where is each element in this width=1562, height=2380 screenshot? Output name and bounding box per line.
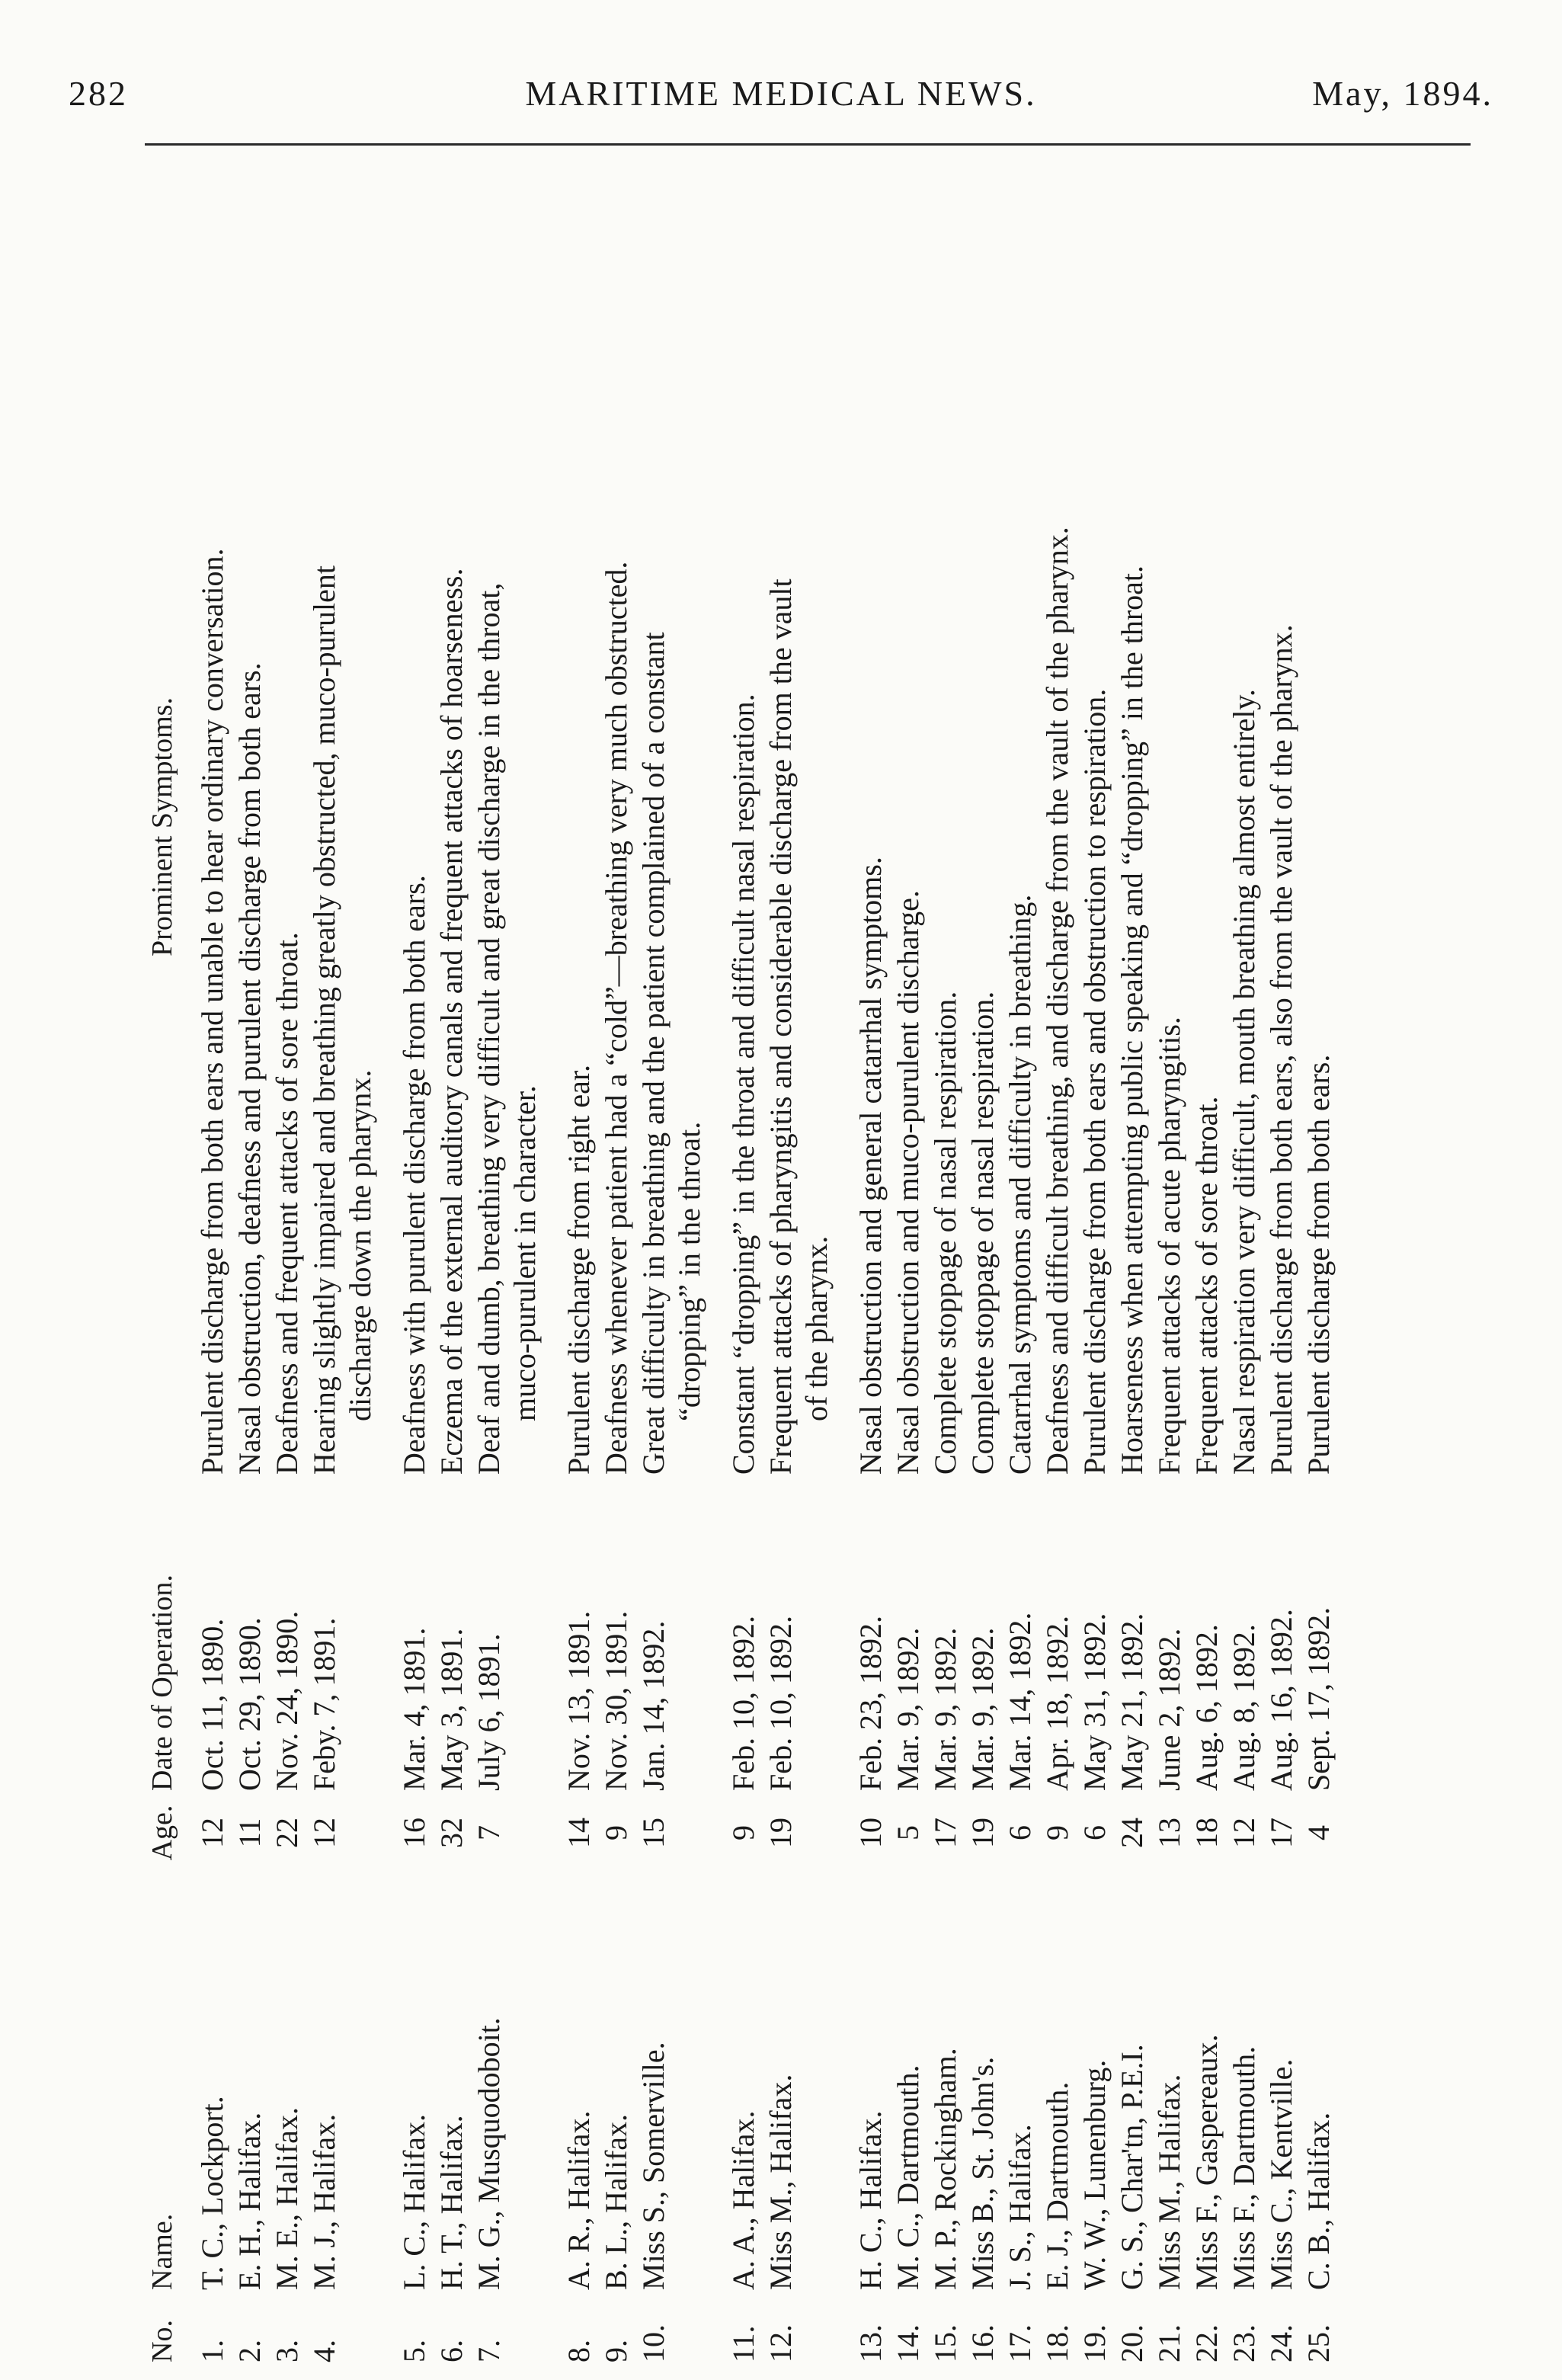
- header-name: Name.: [146, 2213, 178, 2290]
- symptom-line: Eczema of the external auditory canals and frequent attacks of hoarseness.: [434, 568, 469, 1475]
- case-number: 2.: [232, 2340, 267, 2362]
- patient-name: Miss F., Gaspereaux.: [1189, 2034, 1224, 2290]
- symptom-line: muco-purulent in character.: [507, 1085, 542, 1421]
- symptom-line: Constant “dropping” in the throat and difficult nasal respiration.: [726, 693, 760, 1475]
- case-number: 12.: [763, 2324, 798, 2362]
- patient-name: E. J., Dartmouth.: [1040, 2081, 1074, 2290]
- symptoms: [1039, 179, 1075, 1475]
- case-number: 6.: [434, 2340, 469, 2362]
- patient-name: A. A., Halifax.: [726, 2110, 760, 2290]
- patient-age: 14: [562, 1818, 596, 1848]
- symptom-line: Hoarseness when attempting public speaking and “dropping” in the throat.: [1115, 565, 1149, 1475]
- patient-age: 7: [472, 1825, 506, 1840]
- patient-age: 17: [928, 1818, 962, 1848]
- operation-date: Mar. 14, 1892.: [1003, 1612, 1037, 1791]
- patient-name: M. C., Dartmouth.: [891, 2064, 925, 2290]
- symptom-line: Deafness whenever patient had a “cold”—breathing very much obstructed.: [599, 561, 633, 1475]
- patient-name: H. C., Halifax.: [853, 2110, 888, 2290]
- case-number: 3.: [270, 2340, 304, 2362]
- header-age: Age.: [146, 1805, 178, 1861]
- patient-age: 12: [195, 1818, 229, 1848]
- operation-date: Feb. 23, 1892.: [853, 1616, 888, 1791]
- symptom-line: Nasal obstruction and general catarrhal symptoms.: [853, 857, 888, 1475]
- symptoms: [890, 179, 926, 1475]
- operation-date: Mar. 4, 1891.: [397, 1627, 431, 1791]
- patient-age: 18: [1189, 1818, 1224, 1848]
- case-number: 5.: [397, 2340, 431, 2362]
- symptom-line: Hearing slightly impaired and breathing greatly obstructed, muco-purulent: [307, 565, 341, 1475]
- symptom-line: Catarrhal symptoms and difficulty in breathing.: [1003, 894, 1037, 1475]
- patient-name: Miss M., Halifax.: [763, 2074, 798, 2290]
- case-number: 11.: [726, 2325, 760, 2362]
- symptoms: [635, 179, 707, 1475]
- operation-date: Aug. 8, 1892.: [1227, 1624, 1261, 1791]
- operation-date: Mar. 9, 1892.: [965, 1627, 1000, 1791]
- patient-age: 11: [232, 1818, 267, 1848]
- operation-date: Mar. 9, 1892.: [891, 1627, 925, 1791]
- patient-age: 19: [763, 1818, 798, 1848]
- patient-name: Miss C., Kentville.: [1264, 2058, 1298, 2290]
- case-number: 16.: [965, 2324, 1000, 2362]
- case-number: 19.: [1077, 2324, 1112, 2362]
- symptoms: [232, 179, 267, 1475]
- case-number: 22.: [1189, 2324, 1224, 2362]
- symptoms: [194, 179, 230, 1475]
- symptom-line: Deafness with purulent discharge from both ears.: [397, 875, 431, 1475]
- page-number: 282: [69, 74, 128, 113]
- symptom-line: Deafness and difficult breathing, and discharge from the vault of the pharynx.: [1040, 527, 1074, 1475]
- symptoms: [1114, 179, 1150, 1475]
- patient-name: A. R., Halifax.: [562, 2110, 596, 2290]
- patient-name: H. T., Halifax.: [434, 2115, 469, 2290]
- operation-date: Feb. 10, 1892.: [763, 1616, 798, 1791]
- case-number: 8.: [562, 2340, 596, 2362]
- symptoms: [725, 179, 761, 1475]
- operation-date: Jan. 14, 1892.: [636, 1620, 671, 1791]
- patient-age: 22: [270, 1818, 304, 1848]
- symptom-line: Purulent discharge from both ears and unable to hear ordinary conversation.: [195, 548, 229, 1475]
- patient-age: 10: [853, 1818, 888, 1848]
- case-number: 24.: [1264, 2324, 1298, 2362]
- journal-title: MARITIME MEDICAL NEWS.: [525, 74, 1037, 113]
- case-number: 21.: [1152, 2324, 1186, 2362]
- symptom-line: Frequent attacks of acute pharyngitis.: [1152, 1017, 1186, 1475]
- symptoms: [763, 179, 834, 1475]
- symptoms: [598, 179, 634, 1475]
- case-number: 18.: [1040, 2324, 1074, 2362]
- symptoms: [1226, 179, 1262, 1475]
- symptoms: [1077, 179, 1112, 1475]
- operation-date: Nov. 13, 1891.: [562, 1610, 596, 1791]
- operation-date: Oct. 29, 1890.: [232, 1617, 267, 1791]
- case-number: 1.: [195, 2340, 229, 2362]
- symptom-line: Purulent discharge from both ears and obstruction to respiration.: [1077, 688, 1112, 1475]
- patient-name: T. C., Lockport.: [195, 2096, 229, 2290]
- operation-date: Aug. 16, 1892.: [1264, 1609, 1298, 1791]
- patient-age: 15: [636, 1818, 671, 1848]
- patient-name: C. B., Halifax.: [1301, 2112, 1336, 2290]
- symptoms: [1189, 179, 1224, 1475]
- patient-name: M. E., Halifax.: [270, 2107, 304, 2290]
- symptoms: [1263, 179, 1299, 1475]
- operation-date: Nov. 30, 1891.: [599, 1610, 633, 1791]
- operation-date: May 31, 1892.: [1077, 1613, 1112, 1791]
- symptom-line: Frequent attacks of sore throat.: [1189, 1096, 1224, 1475]
- symptoms: [965, 179, 1000, 1475]
- case-number: 9.: [599, 2340, 633, 2362]
- case-table: [145, 168, 1501, 2362]
- symptoms: [471, 179, 543, 1475]
- symptom-line: Purulent discharge from both ears.: [1301, 1054, 1336, 1475]
- symptom-line: Nasal obstruction, deafness and purulent discharge from both ears.: [232, 662, 267, 1475]
- issue-date: May, 1894.: [1312, 74, 1493, 113]
- patient-age: 19: [965, 1818, 1000, 1848]
- patient-name: B. L., Halifax.: [599, 2113, 633, 2290]
- patient-name: Miss M., Halifax.: [1152, 2074, 1186, 2290]
- operation-date: Feb. 10, 1892.: [726, 1616, 760, 1791]
- symptom-line: Deafness and frequent attacks of sore throat.: [270, 932, 304, 1475]
- operation-date: Mar. 9, 1892.: [928, 1627, 962, 1791]
- table-header: [145, 168, 189, 2362]
- operation-date: July 6, 1891.: [472, 1633, 506, 1791]
- patient-age: 5: [891, 1825, 925, 1840]
- patient-age: 6: [1003, 1825, 1037, 1840]
- symptom-line: Complete stoppage of nasal respiration.: [928, 991, 962, 1475]
- patient-name: M. G., Musquodoboit.: [472, 2017, 506, 2290]
- patient-name: E. H., Halifax.: [232, 2112, 267, 2290]
- case-number: 4.: [307, 2340, 341, 2362]
- patient-name: Miss S., Somerville.: [636, 2042, 671, 2290]
- operation-date: May 21, 1892.: [1115, 1613, 1149, 1791]
- symptoms: [927, 179, 963, 1475]
- symptom-line: Nasal obstruction and muco-purulent discharge.: [891, 890, 925, 1475]
- operation-date: Apr. 18, 1892.: [1040, 1616, 1074, 1791]
- header-symptoms: Prominent Symptoms.: [146, 697, 178, 956]
- operation-date: May 3, 1891.: [434, 1628, 469, 1791]
- patient-age: 9: [726, 1825, 760, 1840]
- symptoms: [306, 179, 378, 1475]
- case-number: 23.: [1227, 2324, 1261, 2362]
- symptoms: [434, 179, 469, 1475]
- case-number: 10.: [636, 2324, 671, 2362]
- patient-age: 16: [397, 1818, 431, 1848]
- case-number: 25.: [1301, 2324, 1336, 2362]
- symptom-line: discharge down the pharynx.: [343, 1069, 377, 1421]
- page-header: [69, 73, 1493, 119]
- symptoms: [1301, 179, 1336, 1475]
- patient-age: 12: [307, 1818, 341, 1848]
- operation-date: Sept. 17, 1892.: [1301, 1606, 1336, 1791]
- patient-name: W. W., Lunenburg.: [1077, 2059, 1112, 2290]
- operation-date: Aug. 6, 1892.: [1189, 1624, 1224, 1791]
- case-number: 13.: [853, 2324, 888, 2362]
- symptom-line: of the pharynx.: [799, 1235, 834, 1421]
- patient-age: 32: [434, 1818, 469, 1848]
- case-number: 20.: [1115, 2324, 1149, 2362]
- patient-age: 9: [1040, 1825, 1074, 1840]
- patient-name: J. S., Halifax.: [1003, 2124, 1037, 2290]
- symptoms: [1151, 179, 1187, 1475]
- patient-name: G. S., Char'tn, P.E.I.: [1115, 2044, 1149, 2290]
- patient-age: 24: [1115, 1818, 1149, 1848]
- operation-date: June 2, 1892.: [1152, 1628, 1186, 1791]
- symptom-line: Nasal respiration very difficult, mouth breathing almost entirely.: [1227, 689, 1261, 1475]
- symptom-line: Frequent attacks of pharyngitis and considerable discharge from the vault: [763, 578, 798, 1475]
- symptoms: [853, 179, 888, 1475]
- patient-age: 13: [1152, 1818, 1186, 1848]
- header-no: No.: [146, 2320, 178, 2362]
- patient-name: Miss B., St. John's.: [965, 2056, 1000, 2290]
- case-number: 14.: [891, 2324, 925, 2362]
- symptom-line: Purulent discharge from both ears, also from the vault of the pharynx.: [1264, 624, 1298, 1475]
- operation-date: Oct. 11, 1890.: [195, 1618, 229, 1791]
- symptom-line: “dropping” in the throat.: [672, 1121, 706, 1421]
- symptoms: [1002, 179, 1038, 1475]
- patient-age: 6: [1077, 1825, 1112, 1840]
- patient-name: M. P., Rockingham.: [928, 2048, 962, 2290]
- case-number: 15.: [928, 2324, 962, 2362]
- symptom-line: Deaf and dumb, breathing very difficult and great discharge in the throat,: [472, 582, 506, 1475]
- patient-age: 9: [599, 1825, 633, 1840]
- header-date: Date of Operation.: [146, 1574, 178, 1791]
- patient-name: M. J., Halifax.: [307, 2113, 341, 2290]
- patient-name: L. C., Halifax.: [397, 2113, 431, 2290]
- patient-name: Miss F., Dartmouth.: [1227, 2045, 1261, 2290]
- operation-date: Feby. 7, 1891.: [307, 1617, 341, 1791]
- patient-age: 12: [1227, 1818, 1261, 1848]
- operation-date: Nov. 24, 1890.: [270, 1610, 304, 1791]
- patient-age: 4: [1301, 1825, 1336, 1840]
- header-rule: [145, 143, 1471, 146]
- case-number: 17.: [1003, 2324, 1037, 2362]
- symptom-line: Purulent discharge from right ear.: [562, 1064, 596, 1475]
- patient-age: 17: [1264, 1818, 1298, 1848]
- symptoms: [269, 179, 305, 1475]
- symptoms: [396, 179, 432, 1475]
- symptom-line: Great difficulty in breathing and the patient complained of a constant: [636, 632, 671, 1475]
- symptoms: [561, 179, 597, 1475]
- symptom-line: Complete stoppage of nasal respiration.: [965, 991, 1000, 1475]
- case-number: 7.: [472, 2340, 506, 2362]
